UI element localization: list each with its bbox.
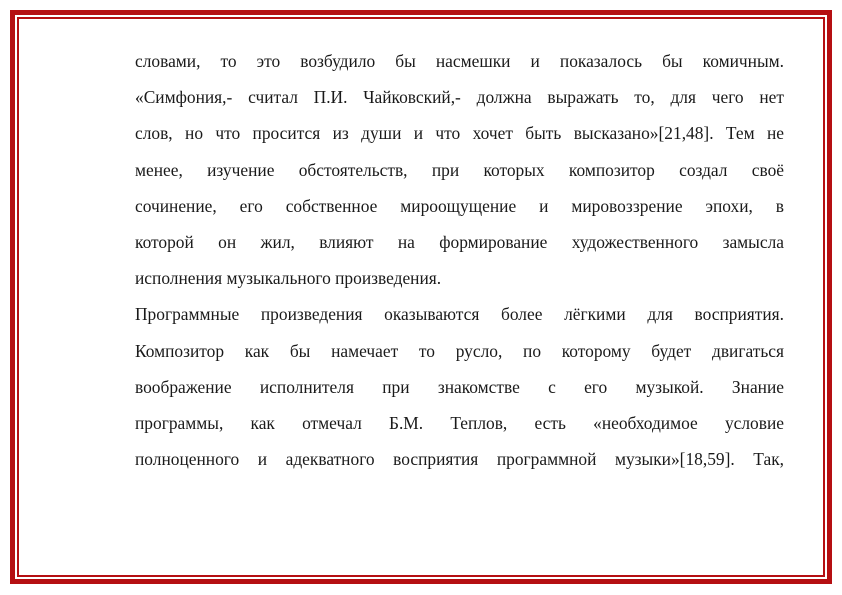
text-line: «Симфония,- считал П.И. Чайковский,- должна выражать то, для чего нет bbox=[135, 87, 784, 108]
text-line: полноценного и адекватного восприятия программной музыки»[18,59]. Так, bbox=[135, 449, 784, 470]
text-line: исполнения музыкального произведения. bbox=[135, 268, 442, 289]
text-line: менее, изучение обстоятельств, при которых композитор создал своё bbox=[135, 159, 784, 180]
text-line: которой он жил, влияют на формирование художественного замысла bbox=[135, 231, 784, 252]
text-line: сочинение, его собственное мироощущение и мировоззрение эпохи, в bbox=[135, 195, 784, 216]
paragraph-2 bbox=[135, 301, 784, 482]
text-line: слов, но что просится из души и что хочет быть высказано»[21,48]. Тем не bbox=[135, 123, 784, 144]
paragraph-1 bbox=[135, 48, 784, 301]
text-line: воображение исполнителя при знакомстве с его музыкой. Знание bbox=[135, 376, 784, 397]
body-text bbox=[135, 48, 784, 482]
text-line: Композитор как бы намечает то русло, по которому будет двигаться bbox=[135, 340, 784, 361]
text-line: Программные произведения оказываются более лёгкими для восприятия. bbox=[135, 304, 784, 325]
text-line: словами, то это возбудило бы насмешки и показалось бы комичным. bbox=[135, 51, 784, 71]
text-line: программы, как отмечал Б.М. Теплов, есть «необходимое условие bbox=[135, 412, 784, 433]
